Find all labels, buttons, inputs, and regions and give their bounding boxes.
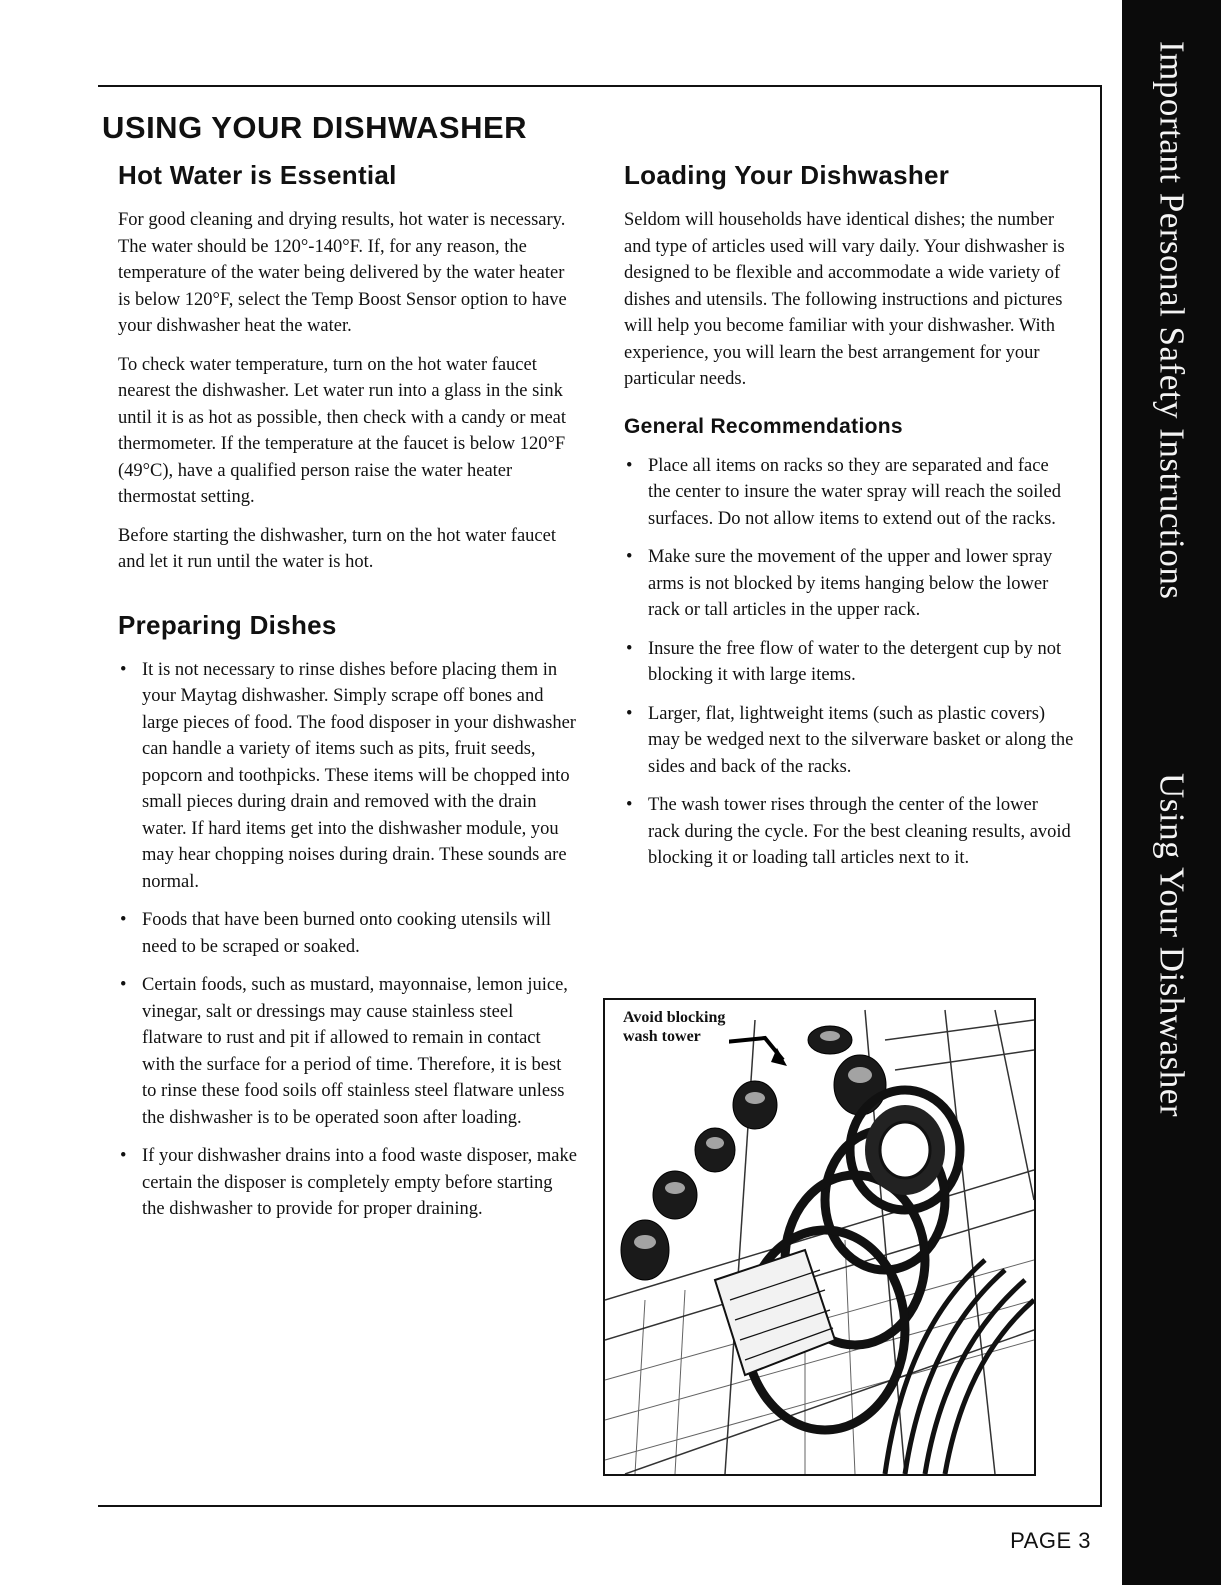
sidebar-tab-safety-label: Important Personal Safety Instructions — [1152, 40, 1192, 600]
right-column — [624, 160, 1074, 884]
list-item: • Foods that have been burned onto cooking utensils will need to be scraped or soaked. — [118, 907, 578, 960]
sidebar-tab-safety[interactable] — [1122, 25, 1221, 615]
list-item: • If your dishwasher drains into a food waste disposer, make certain the disposer is completely empty before starting the dishwasher to provide for proper draining. — [118, 1143, 578, 1223]
preparing-dishes-heading: Preparing Dishes — [118, 609, 337, 640]
list-item: • Place all items on racks so they are separated and face the center to insure the water spray will reach the soiled surfaces. Do not allow items to extend out of the racks. — [624, 453, 1074, 533]
preparing-dishes-list — [118, 657, 578, 1223]
figure-caption — [621, 1008, 729, 1048]
loading-paragraph: Seldom will households have identical dishes; the number and type of articles used will vary daily. Your dishwasher is designed to be flexible and accommodate a wide variety of dishes and utensils. The following instructions and pictures will help you become familiar with your dishwasher. With experience, you will learn the best arrangement for your particular needs. — [624, 210, 1065, 389]
page-number: PAGE 3 — [1010, 1528, 1091, 1553]
sidebar-tab-using-label: Using Your Dishwasher — [1152, 773, 1192, 1117]
left-column — [118, 160, 578, 1235]
general-recommendations-list — [624, 453, 1074, 872]
general-recommendations-heading: General Recommendations — [624, 414, 903, 438]
hot-water-paragraph-1: For good cleaning and drying results, hot water is necessary. The water should be 120°-140°F. If, for any reason, the temperature of the water being delivered by the water heater is below 120°F, select the Temp Boost Sensor option to have your dishwasher heat the water. — [118, 210, 567, 336]
hot-water-heading: Hot Water is Essential — [118, 160, 397, 190]
figure-caption-line-2: wash tower — [623, 1028, 701, 1045]
hot-water-paragraph-3: Before starting the dishwasher, turn on the hot water faucet and let it run until the water is hot. — [118, 525, 556, 572]
dishwasher-rack-illustration — [603, 998, 1036, 1476]
list-item: • It is not necessary to rinse dishes before placing them in your Maytag dishwasher. Simply scrape off bones and large pieces of food. The food disposer in your dishwasher can handle a variety of items such as pits, fruit seeds, popcorn and toothpicks. These items will be chopped into small pieces during drain and removed with the drain water. If hard items get into the dishwasher module, you may hear chopping noises during drain. These sounds are normal. — [118, 657, 578, 896]
list-item: • Larger, flat, lightweight items (such as plastic covers) may be wedged next to the silverware basket or along the sides and back of the racks. — [624, 701, 1074, 781]
page-title: USING YOUR DISHWASHER — [102, 110, 528, 145]
list-item: • Insure the free flow of water to the detergent cup by not blocking it with large items. — [624, 636, 1074, 689]
section-sidebar — [1122, 0, 1221, 1585]
list-item: • The wash tower rises through the center of the lower rack during the cycle. For the best cleaning results, avoid blocking it or loading tall articles next to it. — [624, 792, 1074, 872]
list-item: • Make sure the movement of the upper and lower spray arms is not blocked by items hanging below the lower rack or tall articles in the upper rack. — [624, 544, 1074, 624]
figure-caption-line-1: Avoid blocking — [623, 1009, 726, 1026]
frame-right-rule — [1100, 85, 1102, 1505]
frame-bottom-rule — [98, 1505, 1102, 1507]
loading-heading: Loading Your Dishwasher — [624, 160, 950, 190]
list-item: • Certain foods, such as mustard, mayonnaise, lemon juice, vinegar, salt or dressings may cause stainless steel flatware to rust and pit if allowed to remain in contact with the surface for a period of time. Therefore, it is best to rinse these food soils off stainless steel flatware unless the dishwasher is to be operated soon after loading. — [118, 972, 578, 1131]
frame-top-rule — [98, 85, 1102, 87]
hot-water-paragraph-2: To check water temperature, turn on the hot water faucet nearest the dishwasher. Let water run into a glass in the sink until it is as hot as possible, then check with a candy or meat thermometer. If the temperature at the faucet is below 120°F (49°C), have a qualified person raise the water heater thermostat setting. — [118, 354, 567, 507]
rack-drawing-svg — [605, 1000, 1034, 1474]
sidebar-tab-using[interactable] — [1122, 735, 1221, 1155]
